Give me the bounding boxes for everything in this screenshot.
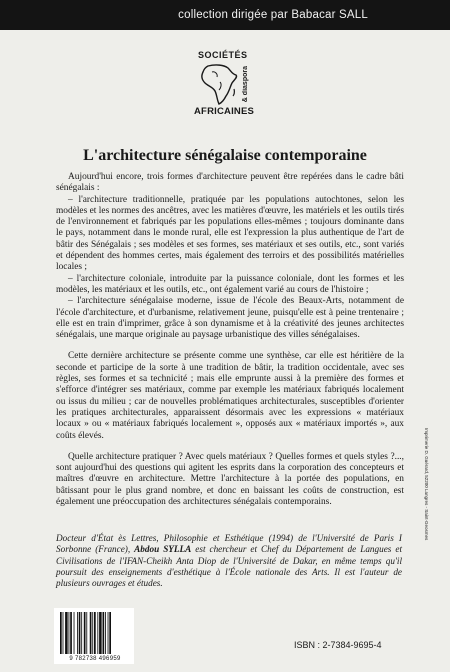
author-name: Abdou SYLLA	[134, 544, 192, 555]
paragraph: – l'architecture traditionnelle, pratiquée par les populations autochtones, selon les modèles et les normes des ancêtres, avec les matières d'œuvre, les matériels et les outils tirés de l'environnement et fabriqués par les populations elles-mêmes ; toujours dominante dans le pays, notamment dans le monde rural, elle est l'expression la plus authentique de l'art de bâtir des Sénégalais ; ses modèles et ses formes, ses matériaux et ses outils, etc., sont variés et dépendent des hommes certes, mais également des terroirs et des possibilités matérielles locales ;	[56, 194, 404, 273]
paragraph: Cette dernière architecture se présente comme une synthèse, car elle est héritière de la seconde et participe de la sorte à une tradition de bâtir, la tradition occidentale, avec ses règles, ses formes et sa technicité ; mais elle emprunte aussi à la première des formes et s'efforce d'intégrer ses matériaux, comme par exemple les matériaux fabriqués localement ou issus du milieu ; car de nouvelles problématiques architecturales, susceptibles d'orienter les pratiques architecturales, apparaissent désormais avec les expressions « matériaux locaux » ou « matériaux fabriqués localement », opposés aux « matériaux importés », aux coûts élevés.	[56, 351, 404, 441]
logo-top-text: SOCIÉTÉS	[198, 50, 248, 60]
collection-label: collection dirigée par Babacar SALL	[178, 9, 368, 21]
barcode-bars-icon	[60, 612, 128, 656]
author-bio-end: est chercheur et Chef du Département de Langues et Civilisations de l'IFAN-Cheikh Anta Diop de l'Université de Dakar, en même temps qu'il poursuit des enseignements d'esthétique à l'École nationale des Arts. Il est l'auteur de plusieurs ouvrages et études.	[56, 544, 402, 589]
paragraph: – l'architecture coloniale, introduite par la puissance coloniale, dont les formes et les modèles, les matériaux et les outils, etc., ont également varié au cours de l'histoire ;	[56, 273, 404, 295]
author-bio-start: Docteur d'État ès Lettres, Philosophie et Esthétique (1994) de l'Université de Paris I Sorbonne (France),	[56, 533, 402, 555]
logo-side-text: & diaspora	[242, 66, 249, 103]
paragraph: – l'architecture sénégalaise moderne, issue de l'école des Beaux-Arts, notamment de l'école d'architecture, et d'urbanisme, relativement jeune, puisqu'elle est à peine trentenaire ; elle est en train d'imprimer, grâce à son dynamisme et à la créativité des jeunes architectes sénégalais, une marque originale au paysage urbanistique des villes sénégalaises.	[56, 296, 404, 341]
paragraph: Quelle architecture pratiquer ? Avec quels matériaux ? Quelles formes et quels styles ?..., sont aujourd'hui des questions qui agitent les esprits dans la corporation des concepteurs et maîtres d'œuvre en architecture. Mettre l'architecture à la portée des populations, en bâtissant pour le plus grand nombre, et donc en baissant les coûts de construction, est également une préoccupation des architectures sénégalais contemporains.	[56, 451, 404, 508]
logo-bottom-text: AFRICAINES	[194, 106, 255, 117]
back-cover-text	[56, 172, 404, 508]
author-bio	[56, 533, 402, 589]
isbn: ISBN : 2-7384-9695-4	[294, 640, 382, 650]
africa-map-icon	[198, 62, 242, 106]
book-title: L'architecture sénégalaise contemporaine	[83, 147, 367, 164]
printer-credit: Imprimerie D. Guérard, 52200 Langres - Saint-Geosmes	[424, 428, 429, 541]
paragraph: Aujourd'hui encore, trois formes d'architecture peuvent être repérées dans le cadre bâti sénégalais :	[56, 172, 404, 194]
collection-band	[0, 0, 450, 30]
barcode-number: 9 782738 496959	[69, 656, 121, 662]
barcode	[54, 608, 134, 664]
publisher-logo	[184, 44, 270, 124]
